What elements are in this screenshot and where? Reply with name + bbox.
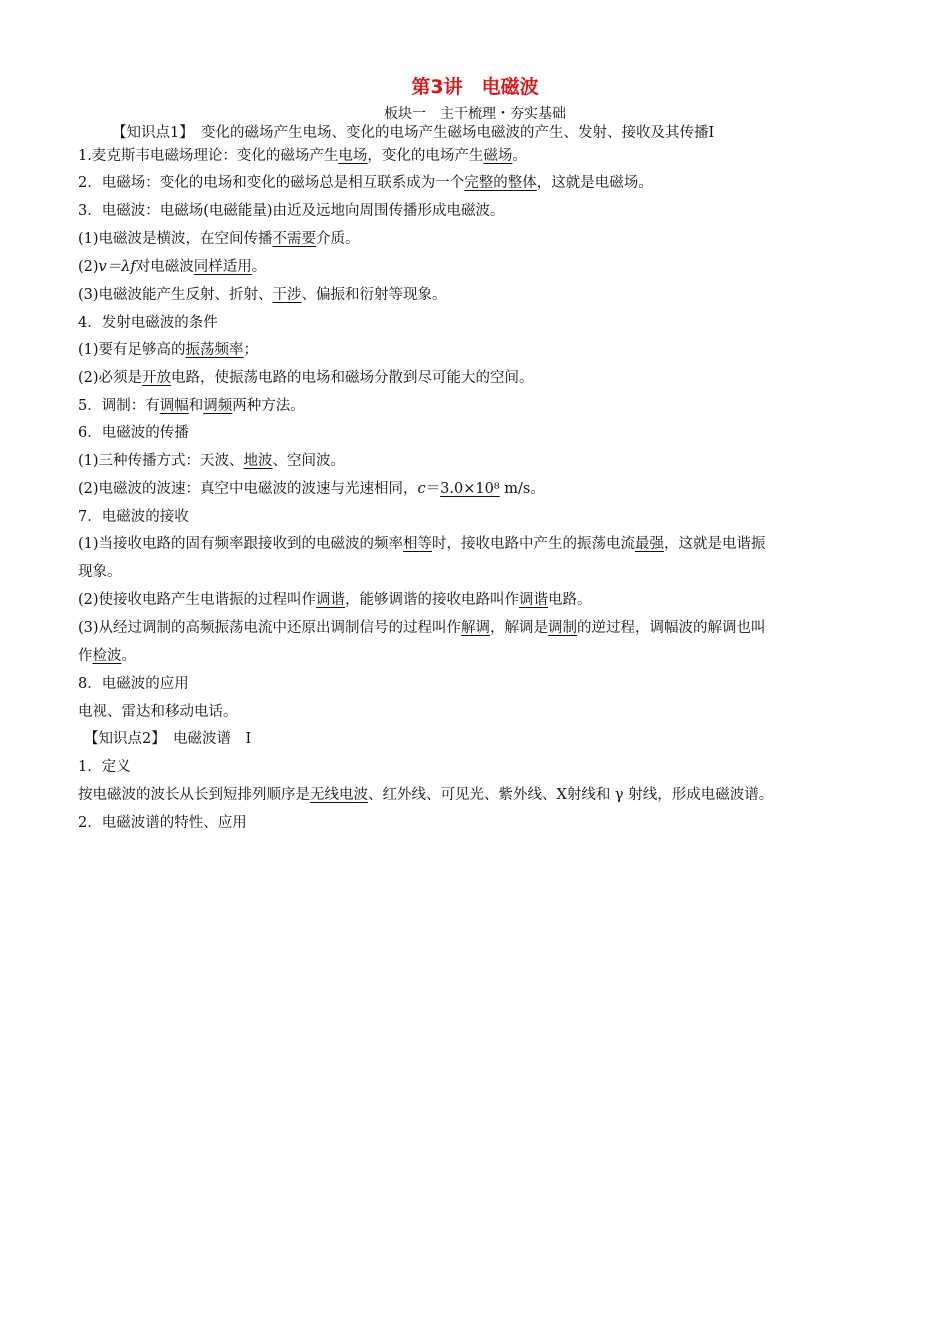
answer-blank: 调制 xyxy=(548,620,578,636)
paragraph-7-1 xyxy=(78,537,766,552)
text: 作 xyxy=(78,648,93,664)
kp1-label: 【知识点1】 xyxy=(112,125,187,141)
paragraph-6-2 xyxy=(78,482,545,497)
answer-blank: 最强 xyxy=(635,536,665,552)
text: 电路，使振荡电路的电场和磁场分散到尽可能大的空间。 xyxy=(171,370,534,386)
formula: c xyxy=(417,481,426,497)
paragraph-7 xyxy=(78,510,189,525)
answer-blank: 无线电波 xyxy=(310,787,368,803)
text: (1)当接收电路的固有频率跟接收到的电磁波的频率 xyxy=(78,536,404,552)
text: (3)电磁波能产生反射、折射、 xyxy=(78,287,273,303)
text: (2) xyxy=(78,259,99,275)
answer-blank: 调幅 xyxy=(159,398,189,414)
answer-blank: 不需要 xyxy=(272,231,317,247)
knowledge-point-1-heading xyxy=(112,126,714,141)
text: 电视、雷达和移动电话。 xyxy=(78,704,238,720)
text: ； xyxy=(243,342,259,358)
text: 4．发射电磁波的条件 xyxy=(78,315,218,331)
paragraph-3 xyxy=(78,204,505,219)
answer-blank: 调谐 xyxy=(316,592,346,608)
paragraph-4 xyxy=(78,316,218,331)
text: (2)必须是 xyxy=(78,370,143,386)
text: ，能够调谐的接收电路叫作 xyxy=(345,592,520,608)
answer-blank: 检波 xyxy=(92,648,122,664)
text: 8．电磁波的应用 xyxy=(78,676,189,692)
text: 。 xyxy=(251,259,267,275)
answer-blank: 相等 xyxy=(403,536,433,552)
answer-blank: 电场 xyxy=(338,148,368,164)
text: 的逆过程，调幅波的解调也叫 xyxy=(577,620,766,636)
text: 对电磁波 xyxy=(135,259,194,275)
text: 、空间波。 xyxy=(272,453,346,469)
paragraph-4-2 xyxy=(78,371,534,386)
paragraph-3-3 xyxy=(78,288,447,303)
text: (3)从经过调制的高频振荡电流中还原出调制信号的过程叫作 xyxy=(78,620,462,636)
text: (1)要有足够高的 xyxy=(78,342,186,358)
kp2-label: 【知识点2】 xyxy=(84,731,159,747)
answer-blank: 开放 xyxy=(142,370,172,386)
answer-blank: 调谐 xyxy=(519,592,549,608)
paragraph-3-2 xyxy=(78,260,266,275)
answer-blank: 振荡频率 xyxy=(185,342,244,358)
answer-blank: 3.0×10⁸ xyxy=(440,481,500,497)
answer-blank: 干涉 xyxy=(272,287,302,303)
paragraph-2 xyxy=(78,176,653,191)
formula: v＝λf xyxy=(98,259,136,275)
text: (1)三种传播方式：天波、 xyxy=(78,453,244,469)
answer-blank: 磁场 xyxy=(483,148,513,164)
definition-heading xyxy=(78,760,131,775)
paragraph-6 xyxy=(78,426,189,441)
section-subtitle: 板块一 主干梳理・夯实基础 xyxy=(384,106,566,122)
text: ＝ xyxy=(425,481,441,497)
text: 电路。 xyxy=(548,592,592,608)
page-title: 第3讲 电磁波 xyxy=(411,76,539,98)
paragraph-5 xyxy=(78,399,305,414)
text: ，这就是电谐振 xyxy=(664,536,766,552)
text: (2)电磁波的波速：真空中电磁波的波速与光速相同， xyxy=(78,481,418,497)
definition-text xyxy=(78,788,773,803)
text: 1.麦克斯韦电磁场理论：变化的磁场产生 xyxy=(78,148,339,164)
text: 。 xyxy=(512,148,527,164)
paragraph-4-1 xyxy=(78,343,258,358)
knowledge-point-2-heading xyxy=(84,732,251,747)
text: ，这就是电磁场。 xyxy=(536,175,653,191)
paragraph-6-1 xyxy=(78,454,345,469)
paragraph-3-1 xyxy=(78,232,360,247)
text: 两种方法。 xyxy=(232,398,305,414)
text: 6．电磁波的传播 xyxy=(78,425,189,441)
kp1-text: 变化的磁场产生电场、变化的电场产生磁场电磁波的产生、发射、接收及其传播Ⅰ xyxy=(186,125,715,141)
text: 2．电磁波谱的特性、应用 xyxy=(78,815,247,831)
spectrum-properties-heading xyxy=(78,816,247,831)
answer-blank: 同样适用 xyxy=(193,259,252,275)
text: ，变化的电场产生 xyxy=(367,148,484,164)
text: 按电磁波的波长从长到短排列顺序是 xyxy=(78,787,310,803)
kp2-text: 电磁波谱 Ⅰ xyxy=(158,731,252,747)
text: 介质。 xyxy=(316,231,360,247)
text: (1)电磁波是横波，在空间传播 xyxy=(78,231,273,247)
text: ，解调是 xyxy=(490,620,549,636)
paragraph-7-3 xyxy=(78,621,766,636)
paragraph-7-2 xyxy=(78,593,592,608)
text: 1．定义 xyxy=(78,759,131,775)
paragraph-8-1 xyxy=(78,705,238,720)
text: m/s。 xyxy=(499,481,545,497)
answer-blank: 解调 xyxy=(461,620,491,636)
text: 3．电磁波：电磁场(电磁能量)由近及远地向周围传播形成电磁波。 xyxy=(78,203,505,219)
paragraph-1 xyxy=(78,149,527,164)
text: 、偏振和衍射等现象。 xyxy=(301,287,447,303)
answer-blank: 调频 xyxy=(203,398,233,414)
paragraph-7-3-continued xyxy=(78,649,136,664)
paragraph-7-1-continued xyxy=(78,565,122,580)
text: 时，接收电路中产生的振荡电流 xyxy=(432,536,636,552)
text: 2．电磁场：变化的电场和变化的磁场总是相互联系成为一个 xyxy=(78,175,465,191)
text: 5．调制：有 xyxy=(78,398,160,414)
text: 7．电磁波的接收 xyxy=(78,509,189,525)
paragraph-8 xyxy=(78,677,189,692)
text: 。 xyxy=(121,648,136,664)
text: (2)使接收电路产生电谐振的过程叫作 xyxy=(78,592,317,608)
answer-blank: 地波 xyxy=(243,453,273,469)
text: 和 xyxy=(188,398,204,414)
text: 现象。 xyxy=(78,564,122,580)
text: 、红外线、可见光、紫外线、X射线和 γ 射线，形成电磁波谱。 xyxy=(368,787,774,803)
answer-blank: 完整的整体 xyxy=(464,175,537,191)
